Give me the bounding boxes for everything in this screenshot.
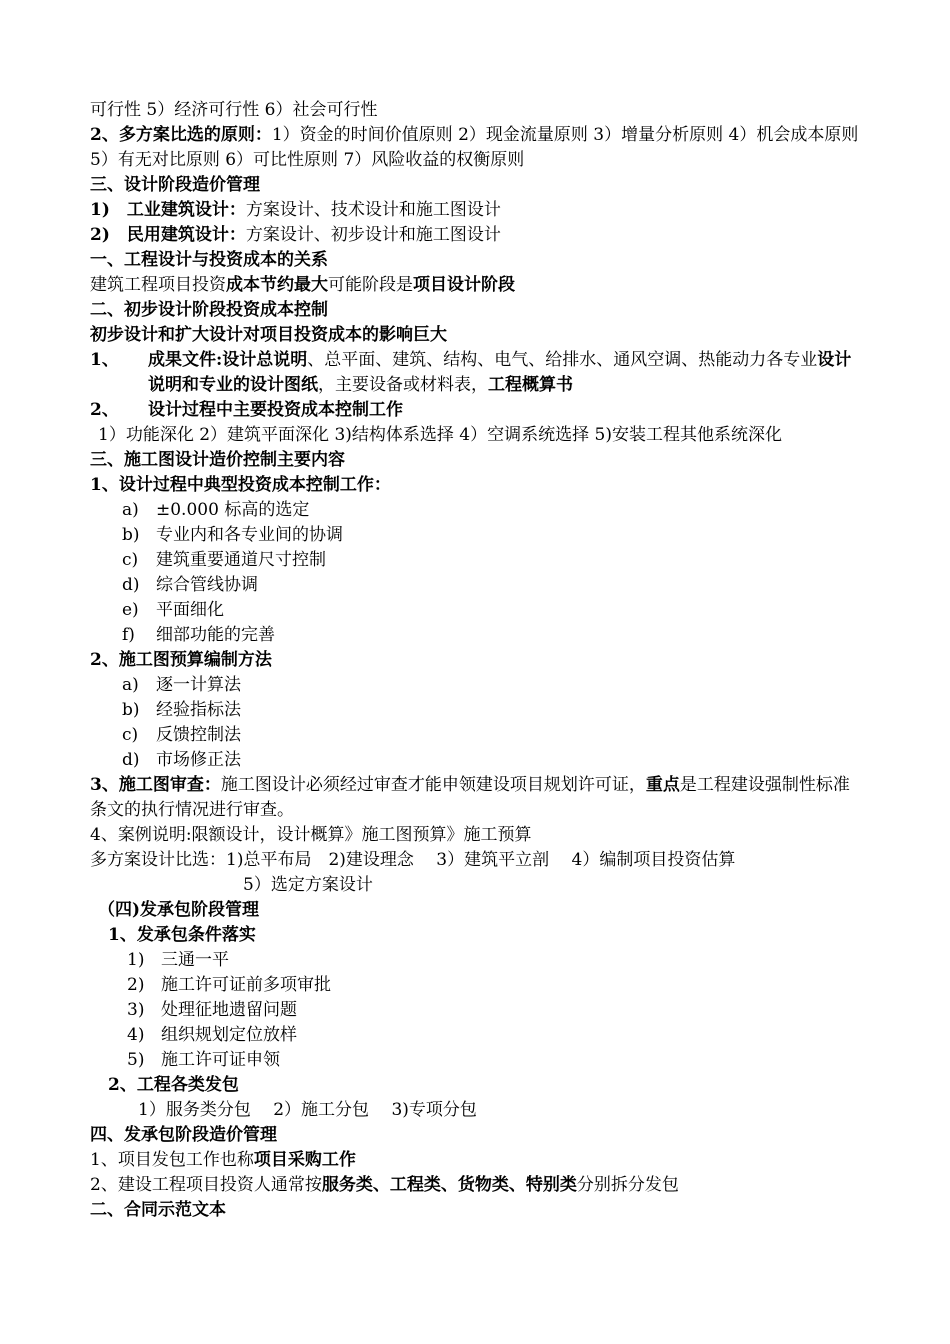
text-line: 1、项目发包工作也称项目采购工作 [90, 1150, 356, 1170]
list-item: 4) 组织规划定位放样 [127, 1025, 297, 1045]
text-paragraph: 1）功能深化 2）建筑平面深化 3)结构体系选择 4）空调系统选择 5)安装工程其他系统深化 [98, 425, 782, 445]
section-heading: 2、工程各类发包 [108, 1075, 239, 1095]
list-item: 3) 处理征地遗留问题 [127, 1000, 297, 1020]
text-paragraph: 3、施工图审查：施工图设计必须经过审查才能申领建设项目规划许可证，重点是工程建设强制性标准条文的执行情况进行审查。 [90, 775, 850, 820]
text-line: 5）选定方案设计 [243, 875, 373, 895]
list-item: 2) 施工许可证前多项审批 [127, 975, 331, 995]
section-heading: 初步设计和扩大设计对项目投资成本的影响巨大 [90, 325, 447, 345]
document-body [90, 98, 865, 1223]
section-heading: 三、施工图设计造价控制主要内容 [90, 450, 345, 470]
list-item: a) 逐一计算法 [122, 675, 241, 695]
list-item: d) 综合管线协调 [122, 575, 258, 595]
section-heading: 1、发承包条件落实 [108, 925, 256, 945]
text-line: 多方案设计比选：1)总平布局 2)建设理念 3）建筑平立剖 4）编制项目投资估算 [90, 850, 736, 870]
list-item: b) 专业内和各专业间的协调 [122, 525, 343, 545]
section-heading: 二、合同示范文本 [90, 1200, 226, 1220]
section-heading: 2、施工图预算编制方法 [90, 650, 272, 670]
text-line: 2、建设工程项目投资人通常按服务类、工程类、货物类、特别类分别拆分发包 [90, 1175, 679, 1195]
section-heading: 1、设计过程中典型投资成本控制工作： [90, 475, 391, 495]
section-heading: 2、 设计过程中主要投资成本控制工作 [90, 400, 403, 420]
text-line: 4、案例说明:限额设计，设计概算》施工图预算》施工预算 [90, 825, 532, 845]
list-item: a) ±0.000 标高的选定 [122, 500, 310, 520]
list-item: c) 反馈控制法 [122, 725, 241, 745]
list-item: e) 平面细化 [122, 600, 224, 620]
list-item: f) 细部功能的完善 [122, 625, 275, 645]
text-line: 建筑工程项目投资成本节约最大可能阶段是项目设计阶段 [90, 275, 515, 295]
section-heading: 二、初步设计阶段投资成本控制 [90, 300, 328, 320]
section-heading: 三、设计阶段造价管理 [90, 175, 260, 195]
list-item: 1) 三通一平 [127, 950, 229, 970]
list-item: c) 建筑重要通道尺寸控制 [122, 550, 326, 570]
list-item: d) 市场修正法 [122, 750, 241, 770]
text-line: 1) 工业建筑设计：方案设计、技术设计和施工图设计 [90, 200, 501, 220]
list-item: b) 经验指标法 [122, 700, 241, 720]
text-paragraph: 2、多方案比选的原则：1）资金的时间价值原则 2）现金流量原则 3）增量分析原则 4）机会成本原则 5）有无对比原则 6）可比性原则 7）风险收益的权衡原则 [90, 125, 859, 170]
section-heading: 一、工程设计与投资成本的关系 [90, 250, 328, 270]
text-paragraph: 1、 成果文件:设计总说明、总平面、建筑、结构、电气、给排水、通风空调、热能动力各专业设计说明和专业的设计图纸，主要设备或材料表，工程概算书 [90, 350, 852, 395]
text-line: 可行性 5）经济可行性 6）社会可行性 [90, 100, 378, 120]
section-heading: 四、发承包阶段造价管理 [90, 1125, 277, 1145]
list-item: 5) 施工许可证申领 [127, 1050, 280, 1070]
text-line: 2) 民用建筑设计：方案设计、初步设计和施工图设计 [90, 225, 501, 245]
text-line: 1）服务类分包 2）施工分包 3)专项分包 [138, 1100, 477, 1120]
section-heading: （四)发承包阶段管理 [98, 900, 260, 920]
